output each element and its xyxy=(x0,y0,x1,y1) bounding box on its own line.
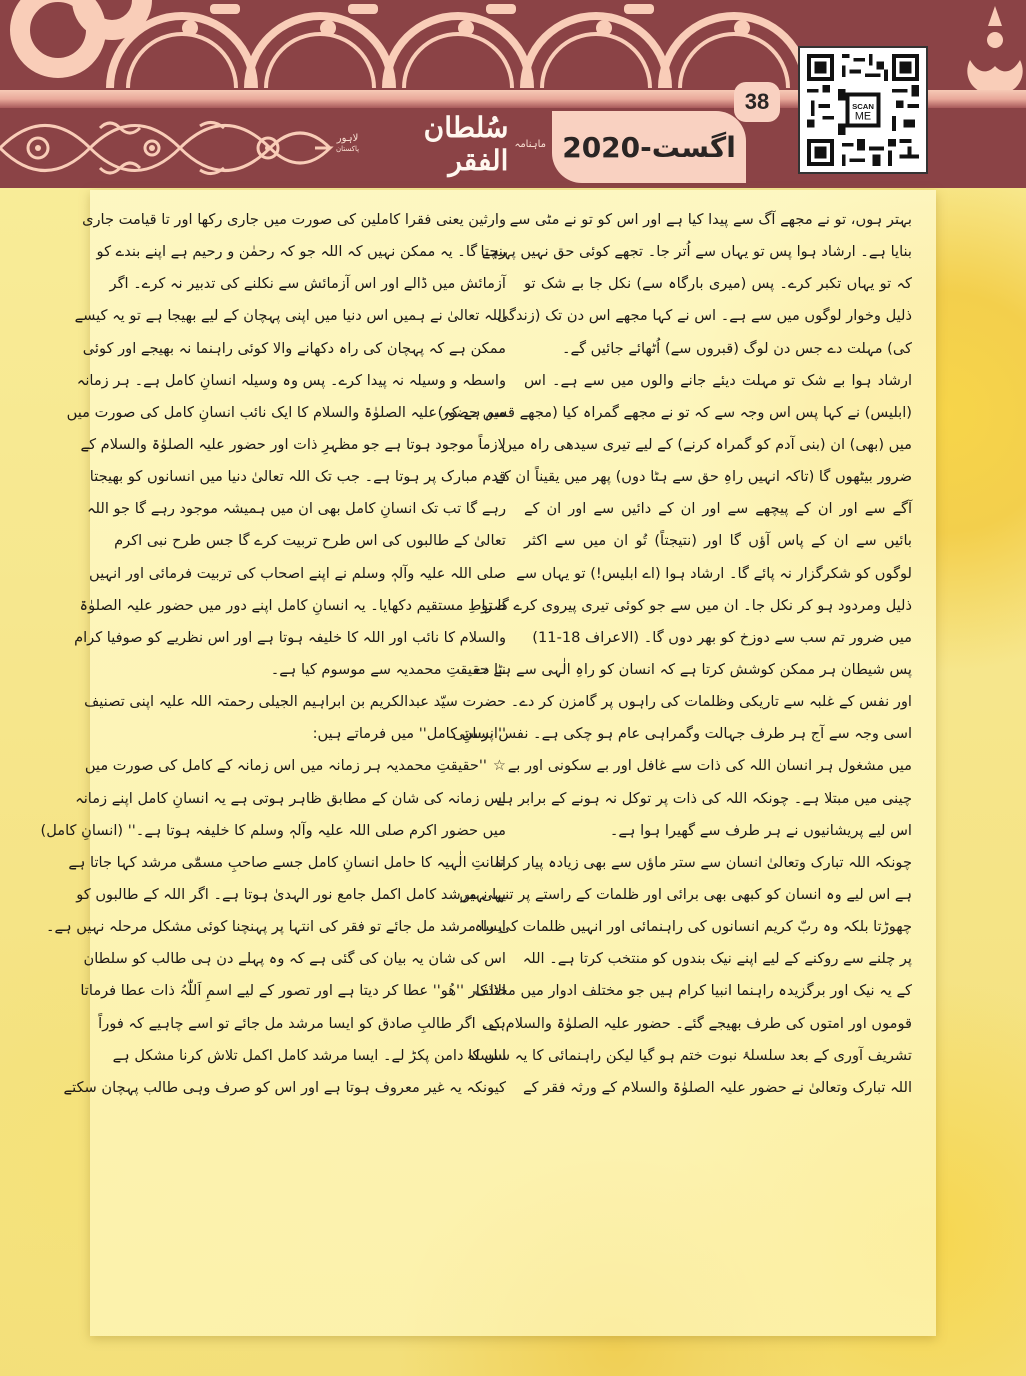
text-line-content: اور نفس کے غلبہ سے تاریکی وظلمات کی راہوں پر گامزن کر دے۔ xyxy=(510,693,912,711)
text-line-content: رہے گا۔ یہ ممکن نہیں کہ اللہ جو کہ رحمٰن و رحیم ہے اپنے بندے کو xyxy=(96,243,506,261)
text-line-content: حضرت سیّد عبدالکریم بن ابراہیم الجیلی رحمتہ اللہ علیہ اپنی تصنیف xyxy=(84,693,506,711)
text-line-content: پر چلنے سے روکنے کے لیے اپنے نیک بندوں کو منتخب کرتا ہے۔ اللہ xyxy=(522,950,912,968)
text-line xyxy=(82,204,506,236)
text-line xyxy=(510,686,912,718)
text-line-content: بہتر ہوں، تو نے مجھے آگ سے پیدا کیا ہے اور اس کو تو نے مٹی سے xyxy=(509,211,912,228)
text-line-content: ممکن ہے کہ پہچان کی راہ دکھانے والا کوئی راہنما نہ بھیجے اور کوئی xyxy=(82,339,506,357)
magazine-logo xyxy=(336,111,546,177)
text-line-content: ''انسانِ کامل'' میں فرماتے ہیں: xyxy=(312,725,506,743)
magazine-country: پاکستان xyxy=(336,145,360,153)
text-line-content: اس کی شان یہ بیان کی گئی ہے کہ وہ پہلے دن ہی طالب کو سلطان xyxy=(83,950,506,968)
text-line-content: ذلیل وخوار لوگوں میں سے ہے۔ اس نے کہا مجھے اس دن تک (زندگی xyxy=(496,307,912,325)
text-line-content: کیونکہ یہ غیر معروف ہوتا ہے اور اس کو صرف وہی طالب پہچان سکتے xyxy=(63,1078,506,1096)
text-line xyxy=(63,1072,506,1104)
magazine-prefix: ماہنامہ xyxy=(514,138,546,150)
text-line-content: اللہ تعالیٰ نے ہمیں اس دنیا میں اپنی پہچان کے لیے بھیجا ہے تو یہ کیسے xyxy=(74,307,506,325)
text-line-content: چھوڑتا بلکہ وہ ربّ کریم انسانوں کی راہنمائی اور انہیں ظلمات کی راہ xyxy=(474,918,912,936)
text-line-content: بائیں سے ان کے پاس آؤں گا اور (نتیجتاً) تُو ان میں سے اکثر xyxy=(524,532,912,550)
issue-date: اگست-2020 xyxy=(562,130,736,164)
text-line-content: یہی مرشد کامل اکمل جامع نور الہدیٰ ہوتا ہے۔ اگر اللہ کے طالبوں کو xyxy=(76,885,506,903)
text-line-content: صلی اللہ علیہ وآلہٖ وسلم نے اپنے اصحاب کی تربیت فرمائی اور انہیں xyxy=(89,564,506,582)
text-line-content: چینی میں مبتلا ہے۔ چونکہ اللہ کی ذات پر توکل نہ ہونے کے برابر ہے xyxy=(496,789,912,807)
issue-date-tab xyxy=(552,111,746,183)
text-line xyxy=(84,686,506,718)
text-line xyxy=(80,975,506,1007)
svg-text:ME: ME xyxy=(854,110,872,123)
text-line-content: اس کا دامن پکڑ لے۔ ایسا مرشد کامل اکمل تلاش کرنا مشکل ہے xyxy=(112,1046,506,1064)
svg-text:SCAN: SCAN xyxy=(852,101,874,111)
text-line xyxy=(481,590,912,622)
text-line xyxy=(452,718,912,750)
text-line-content: میں مشغول ہر انسان اللہ کی ذات سے غافل اور بے سکونی اور بے xyxy=(507,757,912,775)
text-line-content: واسطہ و وسیلہ نہ پیدا کرے۔ پس وہ وسیلہ انسانِ کامل ہے۔ ہر زمانہ xyxy=(76,371,506,389)
text-line-content: وارثین یعنی فقرا کاملین کی صورت میں جاری رکھا اور تا قیامت جاری xyxy=(82,211,506,228)
article-right-column xyxy=(437,204,912,1104)
article-panel xyxy=(40,190,936,1336)
text-line xyxy=(524,1072,912,1104)
text-line xyxy=(495,461,912,493)
text-line xyxy=(79,590,506,622)
text-line xyxy=(437,397,912,429)
text-line xyxy=(83,943,506,975)
text-line xyxy=(474,654,912,686)
text-line-content: رہے گا تب تک انسانِ کامل بھی ان میں ہمیشہ موجود رہے گا جو اللہ xyxy=(87,500,506,518)
text-line xyxy=(87,493,506,525)
text-line-content: والسلام کا نائب اور اللہ کا خلیفہ ہوتا ہے اور اس نظریے کو صوفیا کرام xyxy=(74,628,506,646)
text-line xyxy=(66,397,506,429)
text-line-content: ضرور بیٹھوں گا (تاکہ انہیں راہِ حق سے ہٹا دوں) پھر میں یقیناً ان کے xyxy=(495,468,912,486)
text-line xyxy=(116,718,506,750)
text-line xyxy=(495,847,912,879)
text-line xyxy=(82,333,506,365)
text-line-content: قوموں اور امتوں کی طرف بھیجے گئے۔ حضور علیہ الصلوٰۃ والسلام کی xyxy=(481,1014,912,1032)
text-line-content: لازماً موجود ہوتا ہے جو مظہرِ ذات اور حضور علیہ الصلوٰۃ والسلام کے xyxy=(80,435,506,453)
text-line-content: ارشاد ہوا بے شک تو مہلت دیئے جانے والوں میں سے ہے۔ اس xyxy=(524,371,912,389)
star-outline-icon: ☆ xyxy=(492,757,506,775)
text-line-content: بنایا ہے۔ ارشاد ہوا پس تو یہاں سے اُتر جا۔ تجھے کوئی حق نہیں پہنچتا xyxy=(480,243,912,261)
text-line xyxy=(524,525,912,557)
text-line xyxy=(507,750,912,782)
text-line xyxy=(76,879,506,911)
text-line xyxy=(466,1040,912,1072)
text-line-content: ایسا مرشد مل جائے تو فقر کی انتہا پر پہنچنا کوئی مشکل مرحلہ نہیں ہے۔ xyxy=(46,918,506,936)
text-line xyxy=(524,333,912,365)
text-line-content: تعالیٰ کے طالبوں کی اس طرح تربیت کرے گا جس طرح نبی اکرم xyxy=(114,532,506,550)
magazine-title: سُلطان الفقر xyxy=(423,111,509,177)
text-line-content: نے حقیقتِ محمدیہ سے موسوم کیا ہے۔ xyxy=(270,660,506,678)
text-line-content: میں (بھی) ان (بنی آدم کو گمراہ کرنے) کے لیے تیری سیدھی راہ میں xyxy=(501,435,912,453)
text-line xyxy=(524,943,912,975)
text-line-content: الاذکار ''ھُو'' عطا کر دیتا ہے اور تصور کے لیے اسمِ اَللّٰہُ ذات عطا فرماتا xyxy=(80,982,506,1000)
text-line-content: قدم مبارک پر ہوتا ہے۔ جب تک اللہ تعالیٰ دنیا میں انسانوں کو بھیجتا xyxy=(89,468,506,486)
text-line-content: ذلیل ومردود ہو کر نکل جا۔ ان میں سے جو کوئی تیری پیروی کرے گا تو xyxy=(481,596,912,614)
text-line xyxy=(98,1008,506,1040)
text-line xyxy=(76,365,506,397)
text-line-content: میں ضرور تم سب سے دوزخ کو بھر دوں گا۔ (الاعراف 18-11) xyxy=(532,628,912,646)
text-line-content: (ابلیس) نے کہا پس اس وجہ سے کہ تو نے مجھے گمراہ کیا (مجھے قسم ہے کہ) xyxy=(437,403,912,421)
text-line-content: آزمائش میں ڈالے اور اس آزمائش سے نکلنے کی تدبیر نہ کرے۔ اگر xyxy=(109,275,506,293)
text-line-content: ہے اس لیے وہ انسان کو کبھی بھی برائی اور ظلمات کے راستے پر تنہا نہیں xyxy=(459,885,912,903)
text-line xyxy=(496,783,912,815)
text-line-content: کہ تو یہاں تکبر کرے۔ پس (میری بارگاہ سے) نکل جا بے شک تو xyxy=(524,275,912,293)
text-line xyxy=(501,429,912,461)
text-line xyxy=(75,783,506,815)
text-line xyxy=(40,815,506,847)
text-line-content: آگے سے اور ان کے پیچھے سے اور ان کے دائیں سے اور ان کے xyxy=(524,500,912,518)
text-line xyxy=(481,1008,912,1040)
text-line xyxy=(524,622,912,654)
text-line-content: اس زمانہ کی شان کے مطابق ظاہر ہوتی ہے یہ انسانِ کامل اپنے زمانہ xyxy=(75,789,506,807)
text-line xyxy=(68,847,506,879)
text-line xyxy=(496,300,912,332)
text-line xyxy=(524,365,912,397)
text-line xyxy=(109,268,506,300)
text-line xyxy=(116,654,506,686)
text-line xyxy=(524,815,912,847)
text-line-content: میں حضور اکرم صلی اللہ علیہ وآلہٖ وسلم کا خلیفہ ہوتا ہے۔'' (انسانِ کامل) xyxy=(40,821,506,839)
text-line xyxy=(524,493,912,525)
text-line xyxy=(80,429,506,461)
text-line xyxy=(74,622,506,654)
qr-code[interactable] xyxy=(798,46,928,174)
qr-code-icon xyxy=(806,54,920,166)
text-line-content: امانتِ الٰہیہ کا حامل انسانِ کامل جسے صاحبِ مسمّٰی مرشد کہا جاتا ہے xyxy=(68,853,506,871)
page-header xyxy=(0,0,1026,188)
text-line xyxy=(89,558,506,590)
text-line xyxy=(46,911,506,943)
text-line-content: میں حضور علیہ الصلوٰۃ والسلام کا ایک نائب انسانِ کامل کی صورت میں xyxy=(66,403,506,421)
text-line-content: تشریف آوری کے بعد سلسلۂ نبوت ختم ہو گیا لیکن راہنمائی کا یہ سلسلہ xyxy=(466,1046,912,1064)
text-line xyxy=(116,525,506,557)
text-line xyxy=(480,236,912,268)
text-line xyxy=(474,911,912,943)
text-line-content: ہے۔ اگر طالبِ صادق کو ایسا مرشد مل جائے تو اسے چاہیے کہ فوراً xyxy=(98,1014,506,1032)
text-line-content: کی) مہلت دے جس دن لوگ (قبروں سے) اُٹھائے جائیں گے۔ xyxy=(561,339,912,357)
text-line-content: چونکہ اللہ تبارک وتعالیٰ انسان سے ستر ماؤں سے بھی زیادہ پیار کرتا xyxy=(495,853,912,871)
text-line-content: کے یہ نیک اور برگزیدہ راہنما انبیا کرام ہیں جو مختلف ادوار میں مختلف xyxy=(474,982,912,1000)
text-line xyxy=(509,204,912,236)
text-line-content: ''حقیقتِ محمدیہ ہر زمانہ میں اس زمانہ کے کامل کی صورت میں xyxy=(84,757,487,775)
text-line-content: لوگوں کو شکرگزار نہ پائے گا۔ ارشاد ہوا (اے ابلیس!) تو یہاں سے xyxy=(516,564,912,582)
text-line-content: اس لیے پریشانیوں نے ہر طرف سے گھیرا ہوا ہے۔ xyxy=(609,821,912,839)
text-line xyxy=(84,750,506,782)
text-line xyxy=(516,558,912,590)
text-line xyxy=(459,879,912,911)
text-line xyxy=(89,461,506,493)
page-number: 38 xyxy=(734,82,780,122)
article-left-column xyxy=(40,204,506,1104)
text-line xyxy=(474,975,912,1007)
text-line xyxy=(524,268,912,300)
text-line xyxy=(112,1040,506,1072)
magazine-city: لاہور xyxy=(336,133,359,144)
text-line-content: اسی وجہ سے آج ہر طرف جہالت وگمراہی عام ہو چکی ہے۔ نفس پرستی xyxy=(452,725,912,743)
text-line-content: پس شیطان ہر ممکن کوشش کرتا ہے کہ انسان کو راہِ الٰہی سے ہٹا دے xyxy=(474,660,912,678)
text-line xyxy=(74,300,506,332)
text-line-content: اللہ تبارک وتعالیٰ نے حضور علیہ الصلوٰۃ والسلام کے ورثہ فقر کے xyxy=(522,1078,912,1096)
text-line xyxy=(96,236,506,268)
text-line-content: صراطِ مستقیم دکھایا۔ یہ انسانِ کامل اپنے دور میں حضور علیہ الصلوٰۃ xyxy=(79,596,506,614)
